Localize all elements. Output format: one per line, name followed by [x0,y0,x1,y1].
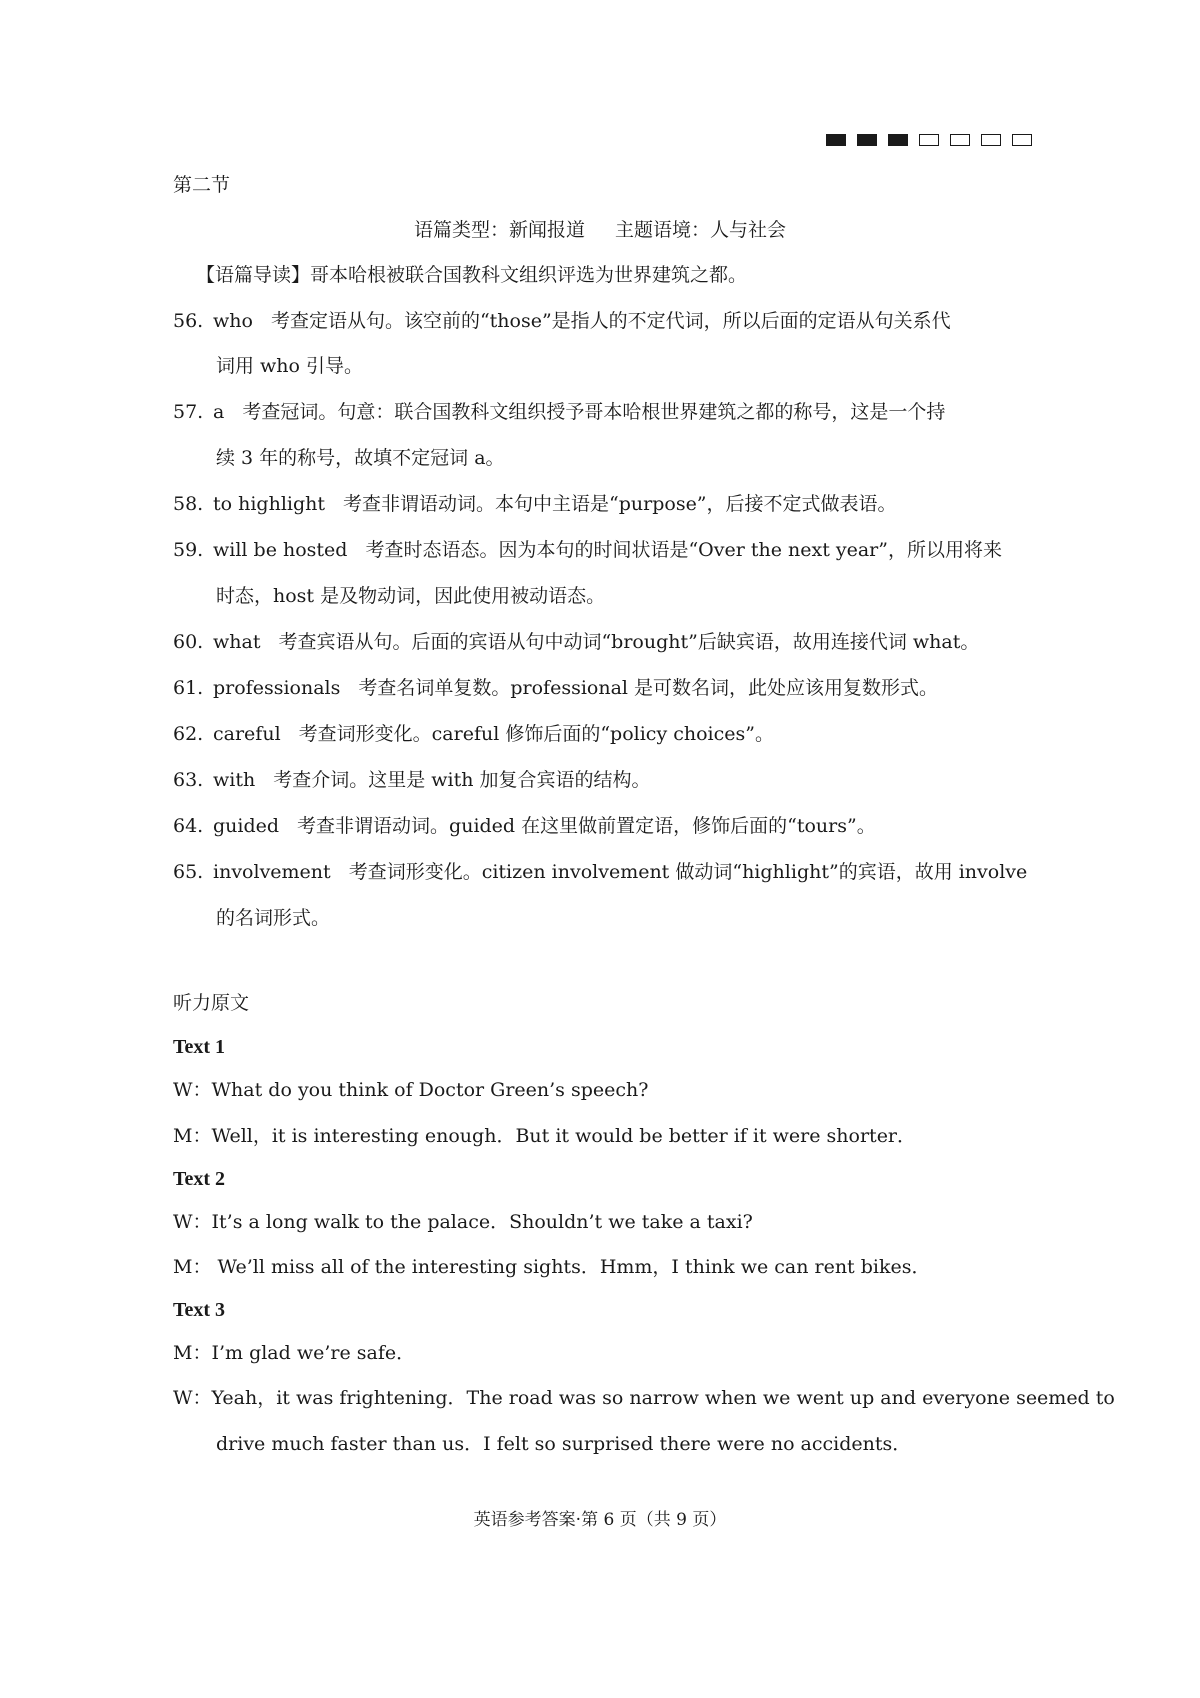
text-label: Text 2 [173,1168,226,1190]
dialogue-line-continued: drive much faster than us．I felt so surprised there were no accidents． [216,1433,912,1455]
answer-word: guided [213,815,280,837]
answer-explanation-continued: 的名词形式。 [216,907,331,929]
answer-explanation: 考查非谓语动词。本句中主语是“purpose”，后接不定式做表语。 [343,493,897,515]
answer-explanation: 考查冠词。句意：联合国教科文组织授予哥本哈根世界建筑之都的称号，这是一个持 [242,401,946,423]
answer-explanation: 考查介词。这里是 with 加复合宾语的结构。 [273,769,651,791]
answer-word: who [213,310,253,332]
answer-number: 59. [173,539,204,561]
answer-word: professionals [213,677,341,699]
speaker: W： [173,1387,212,1409]
text-label: Text 1 [173,1036,226,1058]
utterance: We’ll miss all of the interesting sights．Hmm，I think we can rent bikes． [211,1256,931,1278]
answer-word: careful [213,723,281,745]
answer-explanation: 考查词形变化。citizen involvement 做动词“highlight”的宾语，故用 involve [348,861,1028,883]
section-title: 第二节 [173,174,231,196]
answer-item [173,722,774,746]
answer-word: what [213,631,261,653]
answer-explanation: 考查非谓语动词。guided 在这里做前置定语，修饰后面的“tours”。 [297,815,876,837]
answer-explanation: 考查词形变化。careful 修饰后面的“policy choices”。 [298,723,774,745]
utterance: It’s a long walk to the palace．Shouldn’t we take a taxi? [211,1211,753,1233]
answer-number: 65. [173,861,204,883]
answer-number: 64. [173,815,204,837]
answer-explanation: 考查宾语从句。后面的宾语从句中动词“brought”后缺宾语，故用连接代词 what。 [278,631,980,653]
speaker: M： [173,1125,212,1147]
answer-item [173,860,1027,884]
utterance: Yeah，it was frightening．The road was so narrow when we went up and everyone seemed to [211,1387,1115,1409]
speaker: M： [173,1256,212,1278]
page-footer: 英语参考答案·第 6 页（共 9 页） [473,1510,727,1530]
answer-number: 62. [173,723,204,745]
answer-explanation-continued: 词用 who 引导。 [216,355,364,377]
answer-number: 56. [173,310,204,332]
answer-explanation-continued: 时态，host 是及物动词，因此使用被动语态。 [216,585,606,607]
answer-word: involvement [213,861,331,883]
passage-meta [0,218,1200,242]
answer-item [173,814,876,838]
progress-indicator [826,134,1032,146]
progress-square [950,134,970,146]
answer-explanation: 考查名词单复数。professional 是可数名词，此处应该用复数形式。 [358,677,939,699]
text-label: Text 3 [173,1299,226,1321]
speaker: M： [173,1342,212,1364]
guide-label: 【语篇导读】 [196,264,311,286]
utterance: I’m glad we’re safe． [211,1342,416,1364]
progress-square [857,134,877,146]
answer-item [173,309,951,333]
passage-guide [196,263,747,287]
dialogue-line [173,1210,753,1234]
progress-square [1012,134,1032,146]
answer-number: 63. [173,769,204,791]
answer-number: 58. [173,493,204,515]
passage-theme: 主题语境：人与社会 [615,219,787,241]
answer-item [173,630,979,654]
dialogue-line [173,1255,930,1279]
dialogue-line [173,1341,415,1365]
dialogue-line [173,1124,916,1148]
answer-word: a [213,401,225,423]
answer-number: 61. [173,677,204,699]
progress-square [826,134,846,146]
speaker: W： [173,1079,212,1101]
answer-number: 57. [173,401,204,423]
answer-word: to highlight [213,493,326,515]
passage-type: 语篇类型：新闻报道 [413,219,585,241]
answer-item [173,768,651,792]
answer-explanation: 考查定语从句。该空前的“those”是指人的不定代词，所以后面的定语从句关系代 [270,310,951,332]
utterance: What do you think of Doctor Green’s speech? [211,1079,649,1101]
utterance: Well，it is interesting enough．But it would be better if it were shorter． [211,1125,917,1147]
answer-word: with [213,769,256,791]
listening-title: 听力原文 [173,992,250,1014]
answer-number: 60. [173,631,204,653]
progress-square [981,134,1001,146]
dialogue-line [173,1078,648,1102]
answer-item [173,676,938,700]
progress-square [919,134,939,146]
answer-item [173,400,945,424]
speaker: W： [173,1211,212,1233]
answer-explanation: 考查时态语态。因为本句的时间状语是“Over the next year”，所以用将来 [365,539,1002,561]
progress-square [888,134,908,146]
dialogue-line [173,1386,1115,1410]
answer-explanation-continued: 续 3 年的称号，故填不定冠词 a。 [216,447,505,469]
answer-item [173,492,897,516]
answer-word: will be hosted [213,539,348,561]
answer-item [173,538,1002,562]
guide-text: 哥本哈根被联合国教科文组织评选为世界建筑之都。 [310,264,748,286]
